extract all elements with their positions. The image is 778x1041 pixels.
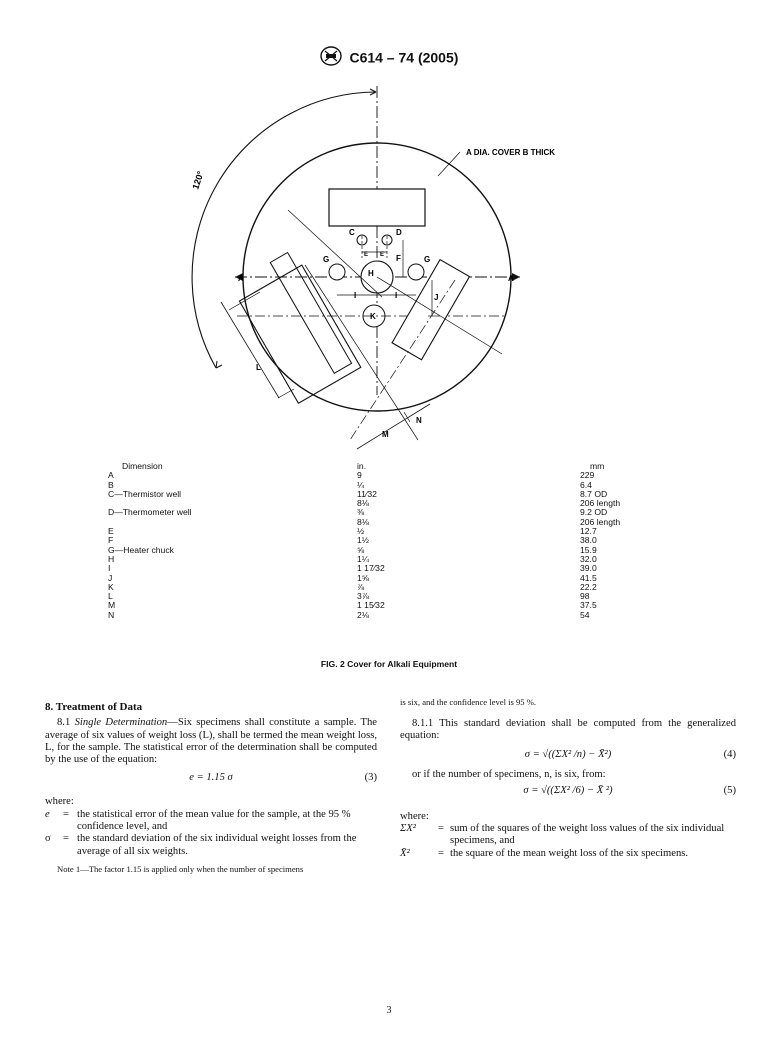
cell-mm: 32.0 (580, 553, 597, 564)
label-c: C (349, 228, 355, 237)
cell-mm: 22.2 (580, 581, 597, 592)
definition-text: the statistical error of the mean value for the sample, at the 95 % confidence level, and (77, 808, 351, 833)
equation-4 (400, 749, 736, 769)
note-1: Note 1—The factor 1.15 is applied only when the number of specimens (57, 863, 304, 874)
equation-number: (3) (364, 772, 377, 784)
table-row (108, 611, 628, 620)
dim-l (221, 302, 279, 398)
paragraph-8-1 (45, 717, 377, 766)
definition-list (400, 823, 736, 860)
header-dimension: Dimension (122, 461, 163, 471)
cell-inches: 1¼ (357, 553, 369, 564)
label-a-left: A (238, 274, 244, 283)
equation-formula: σ = √((ΣX² /n) − X̄²) (524, 748, 612, 760)
equation-number: (4) (723, 748, 736, 760)
cell-mm: 9.2 OD (580, 507, 608, 518)
table-row (108, 471, 628, 480)
cover-diagram (150, 78, 630, 458)
definition-symbol: ΣX² (400, 823, 416, 835)
label-i-right: I (395, 291, 398, 300)
cell-dimension: E (108, 526, 114, 537)
where-label: where: (400, 810, 429, 822)
definition-symbol: σ (45, 833, 51, 845)
cell-inches: ⅝ (357, 544, 365, 555)
label-n: N (416, 416, 422, 425)
cell-inches: ½ (357, 526, 365, 537)
cell-inches: 9 (357, 470, 362, 481)
cell-dimension: G—Heater chuck (108, 544, 174, 555)
paragraph-8-1-1: 8.1.1 This standard deviation shall be computed from the generalized equation: (400, 718, 736, 742)
cell-mm: 38.0 (580, 535, 597, 546)
cell-inches: 8⅛ (357, 498, 369, 509)
cell-mm: 206 length (580, 498, 621, 509)
definition-equals: = (438, 847, 444, 859)
cell-dimension: J (108, 572, 113, 583)
definition-symbol: e (45, 808, 50, 820)
cell-dimension: F (108, 535, 114, 546)
heater-chuck-right (408, 264, 424, 280)
right-heater-block (392, 260, 469, 360)
definition-equals: = (63, 808, 69, 820)
page-number: 3 (386, 1005, 392, 1016)
equation-3 (45, 772, 377, 792)
cell-inches: ⅜ (357, 507, 365, 518)
cell-mm: 98 (580, 591, 590, 602)
cell-inches: 1 15⁄32 (357, 600, 385, 611)
cell-inches: 3⅞ (357, 591, 369, 602)
cell-mm: 54 (580, 609, 590, 620)
definition-text: sum of the squares of the weight loss values of the six individual specimens, and (450, 823, 725, 847)
cell-mm: 37.5 (580, 600, 597, 611)
paragraph-8-1-1-cont: or if the number of specimens, n, is six, from: (412, 768, 606, 780)
label-i-left: I (354, 291, 357, 300)
cell-dimension: I (108, 563, 111, 574)
equation-formula: σ = √((ΣX² /6) − X̄ ²) (523, 784, 613, 796)
label-l: L (256, 363, 261, 372)
equation-formula: e = 1.15 σ (189, 772, 233, 784)
label-j: J (434, 293, 439, 302)
header-inches: in. (357, 461, 367, 471)
cell-mm: 6.4 (580, 479, 592, 490)
definition-symbol: X̄² (400, 847, 410, 859)
definition-equals: = (438, 823, 444, 835)
cell-dimension: L (108, 591, 113, 602)
cell-dimension: N (108, 609, 115, 620)
cell-inches: 1½ (357, 535, 369, 546)
label-d: D (396, 228, 402, 237)
cell-mm: 15.9 (580, 544, 597, 555)
cell-dimension: H (108, 553, 115, 564)
label-k: K (370, 312, 376, 321)
cell-inches: 11⁄32 (357, 488, 377, 499)
angle-label: 120° (190, 169, 206, 191)
note-1-continued: is six, and the confidence level is 95 %. (400, 697, 537, 707)
cell-dimension: K (108, 581, 114, 592)
table-row (108, 518, 628, 527)
equation-number: (5) (723, 784, 736, 796)
definition-equals: = (63, 833, 69, 845)
label-m: M (382, 430, 389, 439)
dimension-table (108, 462, 628, 620)
figure-caption: FIG. 2 Cover for Alkali Equipment (320, 659, 458, 669)
paragraph-number: 8.1 (57, 717, 71, 729)
cell-mm: 206 length (580, 516, 621, 527)
paragraph-heading: Single Determination (74, 717, 168, 729)
paragraph-text: —Six specimens shall constitute a sample. The average of six values of weight loss (L), shall be termed the mean weight loss, L, for the sample. The statistical error of the determination shall be computed by the use of the equation: (45, 717, 377, 766)
definition-list (45, 809, 377, 858)
label-g-left: G (323, 255, 330, 264)
where-label: where: (45, 796, 74, 808)
cell-inches: ⅞ (357, 581, 365, 592)
definition-text: the square of the mean weight loss of the six specimens. (450, 847, 689, 859)
standard-designation: C614 – 74 (2005) (349, 49, 459, 66)
cell-mm: 8.7 OD (580, 488, 608, 499)
cell-inches: 1 17⁄32 (357, 563, 385, 574)
cell-mm: 229 (580, 470, 595, 481)
cell-dimension: D—Thermometer well (108, 507, 192, 518)
right-column (400, 697, 736, 860)
table-header-row (108, 462, 628, 471)
cell-dimension: B (108, 479, 114, 490)
astm-logo-icon (320, 46, 342, 69)
cell-inches: 1⅝ (357, 572, 369, 583)
cell-dimension: C—Thermistor well (108, 488, 182, 499)
header-mm: mm (590, 461, 605, 471)
section-title: 8. Treatment of Data (45, 701, 143, 713)
cell-dimension: A (108, 470, 114, 481)
equation-5 (400, 785, 736, 805)
top-block (329, 189, 425, 226)
cell-mm: 41.5 (580, 572, 597, 583)
label-f: F (396, 254, 401, 263)
table-row (108, 574, 628, 583)
label-e-2: E (380, 252, 385, 258)
label-g-right: G (424, 255, 431, 264)
cell-inches: 8⅛ (357, 516, 369, 527)
label-e-1: E (364, 252, 369, 258)
table-row (108, 536, 628, 545)
cell-dimension (108, 518, 357, 527)
cell-inches: 2⅛ (357, 609, 369, 620)
heater-chuck-left (329, 264, 345, 280)
label-h: H (368, 269, 374, 278)
cover-label: A DIA. COVER B THICK (466, 148, 556, 157)
cell-mm: 39.0 (580, 563, 597, 574)
page-header (0, 46, 778, 69)
label-a-right: A (508, 274, 514, 283)
definition-text: the standard deviation of the six individual weight losses from the average of all six weights. (77, 833, 357, 857)
cell-mm: 12.7 (580, 526, 597, 537)
cell-inches: ¼ (357, 479, 365, 490)
cell-dimension: M (108, 600, 116, 611)
left-column (45, 701, 377, 875)
